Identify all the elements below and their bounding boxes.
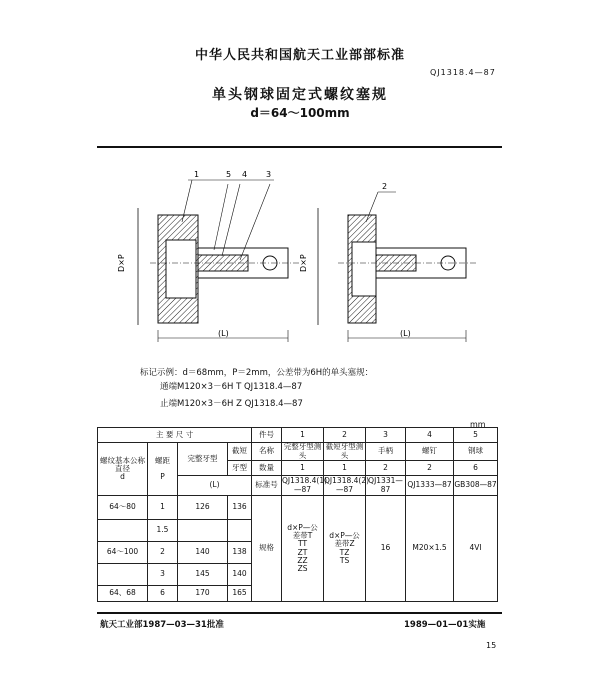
col-num-2: 2 [324, 428, 366, 443]
spec-col-5: 4VI [454, 496, 498, 602]
name-2: 截短牙型测头 [324, 443, 366, 461]
table-row: 1.5 [98, 520, 498, 542]
name-3: 手柄 [366, 443, 406, 461]
std-2: QJ1318.4(2)—87 [324, 476, 370, 494]
spec-col-1: d×P—公 差带T TT ZT ZZ ZS [282, 496, 324, 602]
std-1: QJ1318.4(1)—87 [282, 476, 328, 494]
callout-2: 2 [382, 182, 388, 191]
part-no-label: 件号 [252, 428, 282, 443]
spec-col-3: 16 [366, 496, 406, 602]
marking-example: 标记示例：d＝68mm，P＝2mm，公差带为6H的单头塞规： [140, 368, 374, 378]
std-label: 标准号 [252, 476, 282, 496]
page-title: 单头钢球固定式螺纹塞规 [212, 87, 388, 103]
qty-label: 数量 [252, 461, 282, 476]
approval-date: 航天工业部1987—03—31批准 [100, 620, 224, 630]
name-4: 螺钉 [406, 443, 454, 461]
short-header: 截短 [228, 443, 252, 461]
qty-2: 1 [324, 461, 366, 476]
length-right-text: (L) [400, 329, 411, 338]
spec-col-4: M20×1.5 [406, 496, 454, 602]
page-number: 15 [486, 641, 497, 650]
thread-type-header: 牙型 [228, 461, 252, 476]
main-dims-header: 主 要 尺 寸 [98, 428, 252, 443]
length-header: (L) [178, 476, 252, 496]
pitch-header: 螺距 P [148, 443, 178, 496]
table-row: 64～100 2 140 138 [98, 542, 498, 564]
gauge-bore-left [166, 240, 196, 298]
thread-dia-header: 螺纹基本公称直径 d [98, 443, 148, 496]
marking-nogo-end: 止端M120×3－6H Z QJ1318.4—87 [160, 399, 303, 409]
callout-5: 5 [226, 170, 232, 179]
dim-right-text: D×P [299, 254, 308, 272]
spec-table [97, 427, 498, 602]
name-1: 完整牙型测头 [282, 443, 324, 461]
table-row: 64～80 1 126 136 规格 d×P—公 差带T TT ZT ZZ ZS d×P—公 差带Z TZ TS 16 M20×1.5 4VI [98, 496, 498, 520]
std-3: QJ1331—87 [366, 476, 406, 496]
std-4: QJ1333—87 [406, 476, 454, 496]
qty-5: 6 [454, 461, 498, 476]
unit-label: mm [470, 420, 486, 429]
top-rule [97, 146, 502, 148]
qty-1: 1 [282, 461, 324, 476]
callout-4: 4 [242, 170, 248, 179]
dim-left-text: D×P [117, 254, 126, 272]
col-num-5: 5 [454, 428, 498, 443]
left-view [117, 170, 300, 342]
col-num-4: 4 [406, 428, 454, 443]
spec-col-2: d×P—公 差带Z TZ TS [324, 496, 366, 602]
spec-label: 规格 [252, 496, 282, 602]
callout-1: 1 [194, 170, 200, 179]
std-5: GB308—87 [454, 476, 498, 496]
implementation-date: 1989—01—01实施 [404, 620, 486, 630]
bottom-rule [97, 612, 502, 614]
marking-go-end: 通端M120×3－6H T QJ1318.4—87 [160, 382, 303, 392]
standard-code: QJ1318.4—87 [430, 68, 496, 77]
length-left-text: (L) [218, 329, 229, 338]
org-standard-title: 中华人民共和国航天工业部部标准 [194, 48, 405, 63]
table-row: 64、68 6 170 165 [98, 586, 498, 602]
page-subtitle: d＝64～100mm [250, 106, 350, 120]
gauge-drawing [110, 160, 490, 350]
full-type-header: 完整牙型 [178, 443, 228, 476]
col-num-3: 3 [366, 428, 406, 443]
right-view [299, 182, 478, 342]
qty-3: 2 [366, 461, 406, 476]
name-label: 名称 [252, 443, 282, 461]
gauge-bore-right [352, 242, 376, 296]
name-5: 钢球 [454, 443, 498, 461]
qty-4: 2 [406, 461, 454, 476]
callout-3: 3 [266, 170, 272, 179]
col-num-1: 1 [282, 428, 324, 443]
table-row: 3 145 140 [98, 564, 498, 586]
